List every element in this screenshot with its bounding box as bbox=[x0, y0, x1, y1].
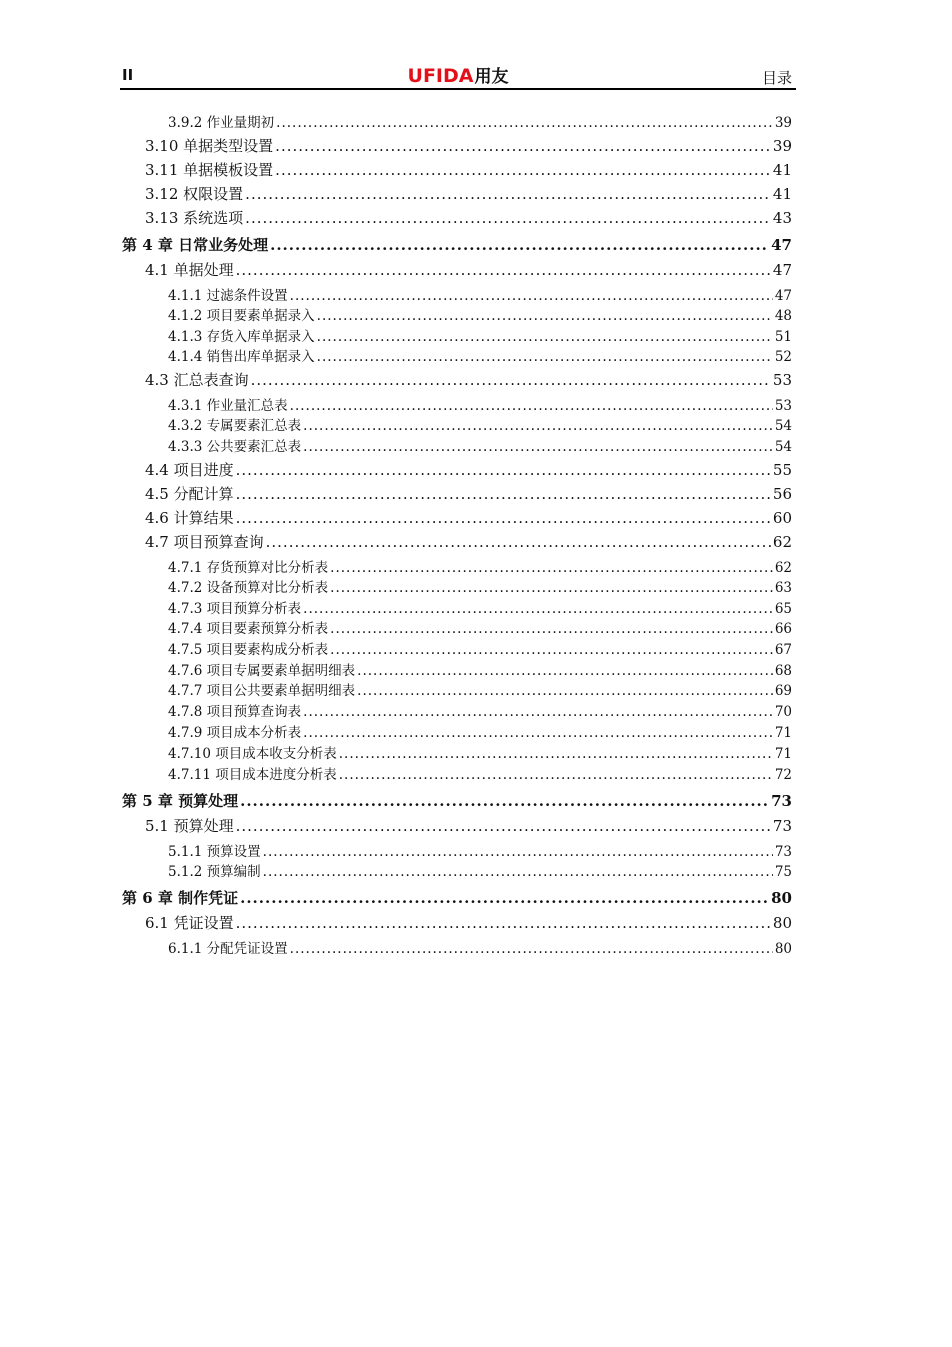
toc-entry-page: 62 bbox=[772, 533, 792, 551]
toc-entry-page: 71 bbox=[774, 725, 792, 741]
toc-dot-leader bbox=[275, 137, 771, 155]
toc-entry-page: 54 bbox=[774, 439, 792, 455]
toc-entry-page: 54 bbox=[774, 418, 792, 434]
toc-entry[interactable] bbox=[145, 159, 792, 180]
toc-dot-leader bbox=[263, 864, 773, 880]
toc-entry-page: 80 bbox=[774, 941, 792, 957]
toc-entry-page: 68 bbox=[774, 663, 792, 679]
toc-entry[interactable] bbox=[168, 742, 792, 762]
toc-entry-page: 69 bbox=[774, 683, 792, 699]
toc-entry[interactable] bbox=[168, 937, 792, 957]
toc-entry-page: 80 bbox=[771, 889, 792, 907]
toc-entry-title: 3.10 单据类型设置 bbox=[145, 137, 274, 155]
toc-entry[interactable] bbox=[168, 763, 792, 783]
toc-entry-page: 63 bbox=[774, 580, 792, 596]
toc-entry-title: 4.1.3 存货入库单据录入 bbox=[168, 329, 315, 345]
toc-entry-title: 4.7.11 项目成本进度分析表 bbox=[168, 767, 337, 783]
toc-entry-title: 4.1.2 项目要素单据录入 bbox=[168, 308, 315, 324]
toc-entry[interactable] bbox=[145, 531, 792, 552]
toc-dot-leader bbox=[330, 580, 773, 596]
toc-entry[interactable] bbox=[168, 556, 792, 576]
toc-entry-title: 4.3.1 作业量汇总表 bbox=[168, 398, 288, 414]
toc-entry-page: 72 bbox=[774, 767, 792, 783]
toc-entry-page: 80 bbox=[772, 914, 792, 932]
toc-entry-page: 47 bbox=[771, 236, 792, 254]
toc-entry-page: 48 bbox=[774, 308, 792, 324]
toc-dot-leader bbox=[236, 261, 771, 279]
toc-entry-title: 4.7.5 项目要素构成分析表 bbox=[168, 642, 329, 658]
toc-dot-leader bbox=[236, 509, 771, 527]
toc-entry[interactable] bbox=[168, 111, 792, 131]
toc-entry-page: 67 bbox=[774, 642, 792, 658]
toc-dot-leader bbox=[317, 329, 773, 345]
toc-dot-leader bbox=[245, 185, 771, 203]
toc-dot-leader bbox=[290, 398, 773, 414]
toc-dot-leader bbox=[330, 642, 773, 658]
toc-entry-title: 5.1.1 预算设置 bbox=[168, 844, 261, 860]
toc-entry[interactable] bbox=[168, 304, 792, 324]
ufida-logo bbox=[120, 62, 796, 87]
toc-entry-title: 3.12 权限设置 bbox=[145, 185, 244, 203]
toc-entry-page: 56 bbox=[772, 485, 792, 503]
toc-dot-leader bbox=[317, 349, 773, 365]
toc-entry-page: 39 bbox=[772, 137, 792, 155]
toc-entry-title: 3.11 单据模板设置 bbox=[145, 161, 274, 179]
toc-entry-title: 4.7.4 项目要素预算分析表 bbox=[168, 621, 329, 637]
page-number-roman: II bbox=[122, 66, 134, 84]
toc-entry-page: 71 bbox=[774, 746, 792, 762]
toc-entry-page: 53 bbox=[774, 398, 792, 414]
toc-entry-title: 4.7.7 项目公共要素单据明细表 bbox=[168, 683, 356, 699]
toc-dot-leader bbox=[275, 161, 771, 179]
toc-entry[interactable] bbox=[145, 483, 792, 504]
toc-entry-page: 73 bbox=[771, 792, 792, 810]
toc-entry[interactable] bbox=[145, 207, 792, 228]
toc-entry-title: 4.7.10 项目成本收支分析表 bbox=[168, 746, 337, 762]
toc-entry-page: 62 bbox=[774, 560, 792, 576]
toc-entry-page: 73 bbox=[772, 817, 792, 835]
toc-entry[interactable] bbox=[145, 815, 792, 836]
toc-entry[interactable] bbox=[168, 700, 792, 720]
toc-entry-title: 3.9.2 作业量期初 bbox=[168, 115, 275, 131]
toc-entry[interactable] bbox=[168, 638, 792, 658]
toc-dot-leader bbox=[276, 115, 773, 131]
toc-entry[interactable] bbox=[168, 679, 792, 699]
toc-dot-leader bbox=[330, 560, 773, 576]
toc-entry-page: 55 bbox=[772, 461, 792, 479]
toc-dot-leader bbox=[330, 621, 773, 637]
toc-entry[interactable] bbox=[168, 721, 792, 741]
toc-entry-title: 4.3 汇总表查询 bbox=[145, 371, 249, 389]
toc-entry-page: 75 bbox=[774, 864, 792, 880]
toc-entry-page: 73 bbox=[774, 844, 792, 860]
toc-dot-leader bbox=[303, 704, 773, 720]
toc-entry-page: 47 bbox=[772, 261, 792, 279]
toc-entry[interactable] bbox=[145, 459, 792, 480]
toc-entry-page: 47 bbox=[774, 288, 792, 304]
toc-entry-title: 4.7 项目预算查询 bbox=[145, 533, 264, 551]
toc-entry-page: 65 bbox=[774, 601, 792, 617]
toc-dot-leader bbox=[303, 439, 773, 455]
toc-entry-title: 5.1.2 预算编制 bbox=[168, 864, 261, 880]
toc-entry-title: 3.13 系统选项 bbox=[145, 209, 244, 227]
toc-entry[interactable] bbox=[145, 507, 792, 528]
toc-entry-title: 4.4 项目进度 bbox=[145, 461, 234, 479]
toc-entry-page: 41 bbox=[772, 185, 792, 203]
toc-entry[interactable] bbox=[168, 414, 792, 434]
toc-entry-title: 4.1 单据处理 bbox=[145, 261, 234, 279]
toc-entry-title: 4.1.4 销售出库单据录入 bbox=[168, 349, 315, 365]
toc-entry-title: 第 6 章 制作凭证 bbox=[122, 889, 239, 907]
toc-entry[interactable] bbox=[168, 284, 792, 304]
toc-dot-leader bbox=[339, 746, 773, 762]
toc-entry-title: 4.1.1 过滤条件设置 bbox=[168, 288, 288, 304]
toc-entry-page: 66 bbox=[774, 621, 792, 637]
toc-dot-leader bbox=[251, 371, 771, 389]
toc-dot-leader bbox=[245, 209, 771, 227]
toc-entry-page: 52 bbox=[774, 349, 792, 365]
toc-entry[interactable] bbox=[122, 790, 792, 811]
toc-entry[interactable] bbox=[122, 887, 792, 908]
toc-dot-leader bbox=[357, 663, 773, 679]
toc-dot-leader bbox=[240, 889, 769, 907]
toc-entry-page: 43 bbox=[772, 209, 792, 227]
toc-entry[interactable] bbox=[145, 183, 792, 204]
toc-entry-title: 6.1.1 分配凭证设置 bbox=[168, 941, 288, 957]
toc-entry-title: 4.6 计算结果 bbox=[145, 509, 234, 527]
toc-entry[interactable] bbox=[145, 912, 792, 933]
toc-entry[interactable] bbox=[168, 345, 792, 365]
toc-entry-title: 第 4 章 日常业务处理 bbox=[122, 236, 269, 254]
toc-entry[interactable] bbox=[168, 860, 792, 880]
toc-entry-title: 4.7.1 存货预算对比分析表 bbox=[168, 560, 329, 576]
toc-entry[interactable] bbox=[122, 234, 792, 255]
toc-entry[interactable] bbox=[168, 840, 792, 860]
toc-dot-leader bbox=[303, 418, 773, 434]
toc-dot-leader bbox=[240, 792, 769, 810]
toc-dot-leader bbox=[317, 308, 773, 324]
toc-entry[interactable] bbox=[168, 597, 792, 617]
logo-brand-text: UFIDA bbox=[407, 65, 474, 87]
page-header bbox=[120, 62, 796, 90]
logo-chinese-text: 用友 bbox=[474, 67, 509, 87]
toc-entry[interactable] bbox=[168, 435, 792, 455]
toc-dot-leader bbox=[236, 817, 771, 835]
toc-entry-page: 39 bbox=[774, 115, 792, 131]
toc-entry-title: 4.3.3 公共要素汇总表 bbox=[168, 439, 302, 455]
toc-entry[interactable] bbox=[145, 135, 792, 156]
toc-entry[interactable] bbox=[145, 369, 792, 390]
toc-dot-leader bbox=[303, 601, 773, 617]
toc-entry-page: 41 bbox=[772, 161, 792, 179]
toc-entry-title: 4.7.2 设备预算对比分析表 bbox=[168, 580, 329, 596]
toc-dot-leader bbox=[303, 725, 773, 741]
toc-entry[interactable] bbox=[168, 394, 792, 414]
toc-entry-title: 4.7.9 项目成本分析表 bbox=[168, 725, 302, 741]
toc-entry[interactable] bbox=[168, 325, 792, 345]
toc-entry-page: 70 bbox=[774, 704, 792, 720]
toc-entry-page: 60 bbox=[772, 509, 792, 527]
toc-entry-page: 53 bbox=[772, 371, 792, 389]
toc-dot-leader bbox=[266, 533, 771, 551]
toc-dot-leader bbox=[290, 941, 773, 957]
toc-entry[interactable] bbox=[168, 659, 792, 679]
toc-entry-title: 4.7.3 项目预算分析表 bbox=[168, 601, 302, 617]
toc-entry-title: 第 5 章 预算处理 bbox=[122, 792, 239, 810]
toc-entry[interactable] bbox=[145, 259, 792, 280]
toc-dot-leader bbox=[236, 914, 771, 932]
toc-dot-leader bbox=[270, 236, 769, 254]
toc-dot-leader bbox=[236, 461, 771, 479]
toc-entry-title: 4.5 分配计算 bbox=[145, 485, 234, 503]
toc-dot-leader bbox=[263, 844, 773, 860]
toc-entry-title: 6.1 凭证设置 bbox=[145, 914, 234, 932]
toc-entry[interactable] bbox=[168, 617, 792, 637]
toc-entry-title: 4.7.8 项目预算查询表 bbox=[168, 704, 302, 720]
toc-dot-leader bbox=[290, 288, 773, 304]
toc-entry-title: 4.3.2 专属要素汇总表 bbox=[168, 418, 302, 434]
toc-entry[interactable] bbox=[168, 576, 792, 596]
toc-dot-leader bbox=[357, 683, 773, 699]
section-title: 目录 bbox=[761, 69, 792, 87]
toc-dot-leader bbox=[339, 767, 773, 783]
toc-entry-title: 4.7.6 项目专属要素单据明细表 bbox=[168, 663, 356, 679]
toc-entry-title: 5.1 预算处理 bbox=[145, 817, 234, 835]
toc-entry-page: 51 bbox=[774, 329, 792, 345]
toc-dot-leader bbox=[236, 485, 771, 503]
